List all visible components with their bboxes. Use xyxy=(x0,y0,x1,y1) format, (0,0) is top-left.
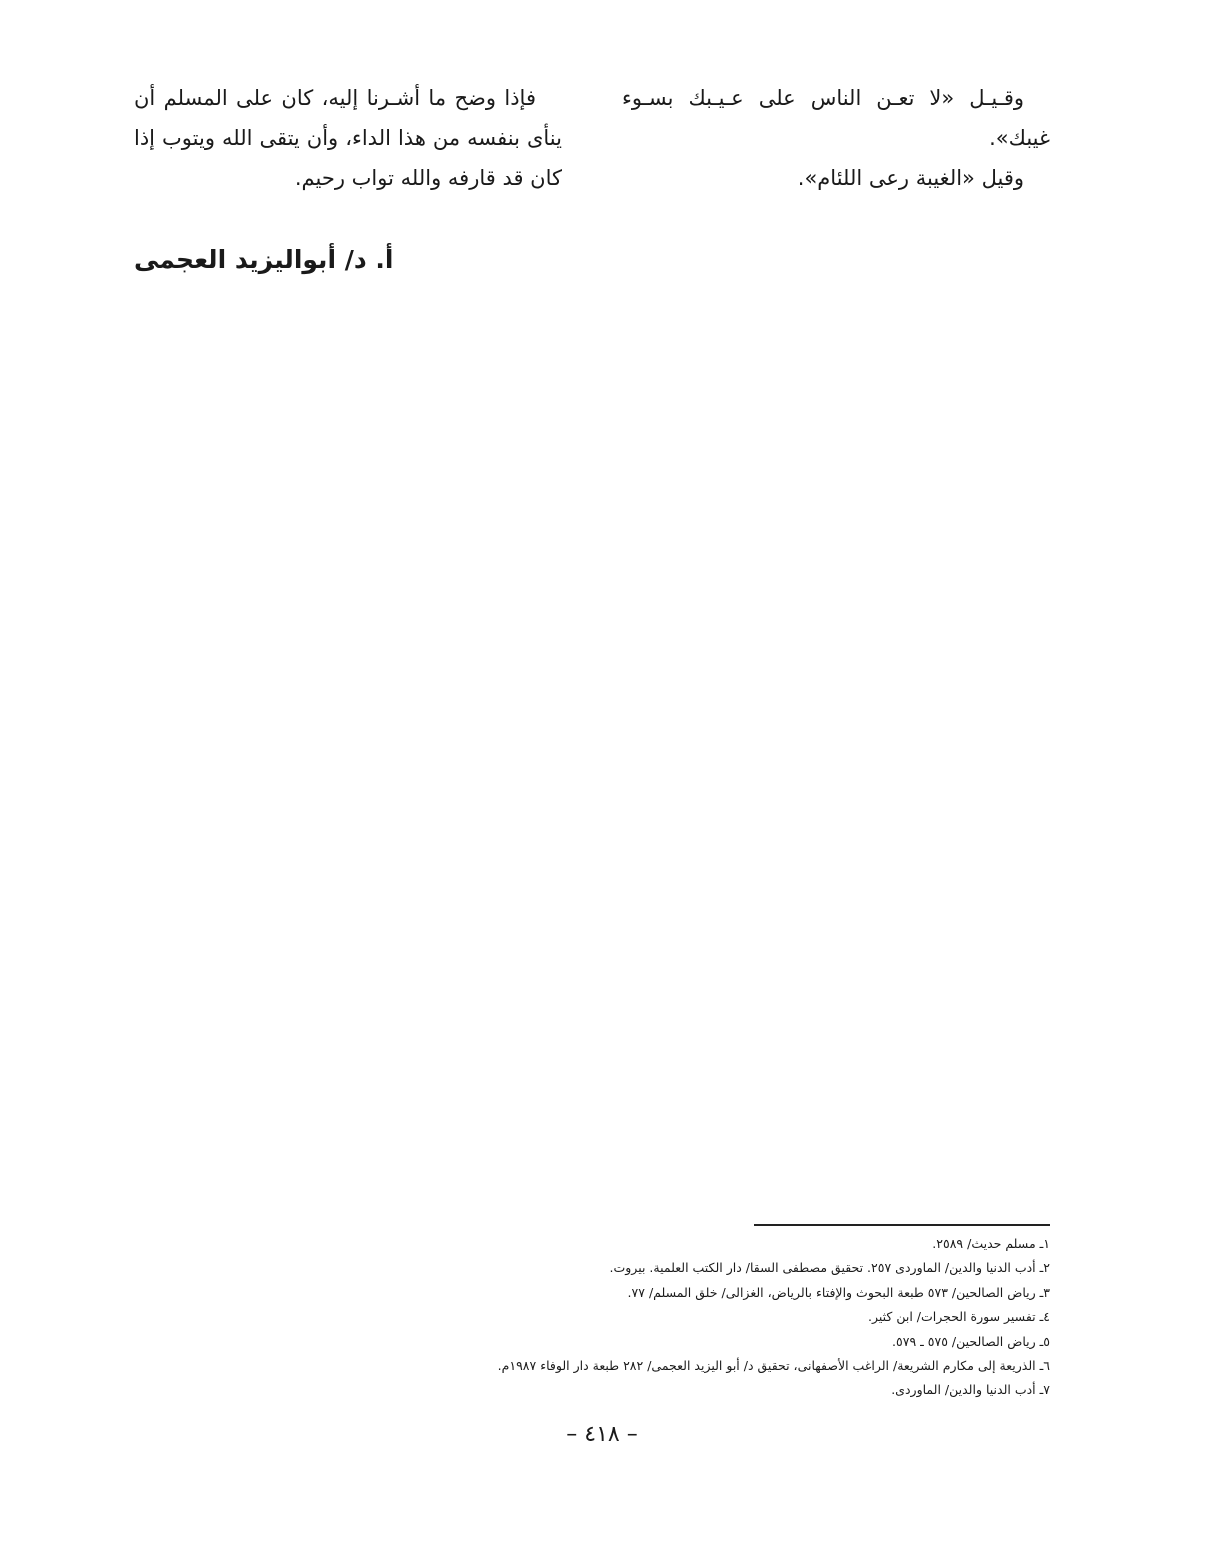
footnote-item: ١ـ مسلم حديث/ ٢٥٨٩. xyxy=(932,1236,1050,1251)
footnotes-list xyxy=(330,1232,1050,1403)
footnote-divider xyxy=(754,1224,1050,1226)
author-signature: أ. د/ أبواليزيد العجمى xyxy=(134,245,394,274)
paragraph-conclusion: فإذا وضح ما أشـرنا إليه، كان على المسلم أن ينأى بنفسه من هذا الداء، وأن يتقى الله ويتوب إذا كان قد قارفه والله تواب رحيم. xyxy=(134,86,562,190)
right-column xyxy=(622,78,1050,198)
paragraph-quote-1: وقـيـل «لا تعـن الناس على عـيـبك بسـوء غيبك». xyxy=(622,86,1050,150)
footnote-item: ٧ـ أدب الدنيا والدين/ الماوردى. xyxy=(891,1382,1050,1398)
footnote-item: ٢ـ أدب الدنيا والدين/ الماوردى ٢٥٧. تحقيق مصطفى السقا/ دار الكتب العلمية. بيروت. xyxy=(609,1260,1050,1276)
left-column xyxy=(134,78,562,198)
footnote-item: ٤ـ تفسير سورة الحجرات/ ابن كثير. xyxy=(868,1309,1050,1325)
paragraph-quote-2: وقيل «الغيبة رعى اللئام». xyxy=(797,166,1024,190)
footnote-item: ٦ـ الذريعة إلى مكارم الشريعة/ الراغب الأصفهانى، تحقيق د/ أبو اليزيد العجمى/ ٢٨٢ طبعة دار الوفاء ١٩٨٧م. xyxy=(497,1358,1050,1374)
footnote-item: ٣ـ رياض الصالحين/ ٥٧٣ طبعة البحوث والإفتاء بالرياض، الغزالى/ خلق المسلم/ ٧٧. xyxy=(627,1284,1050,1300)
page-number: – ٤١٨ – xyxy=(566,1422,638,1447)
footnote-item: ٥ـ رياض الصالحين/ ٥٧٥ ـ ٥٧٩. xyxy=(892,1333,1050,1349)
